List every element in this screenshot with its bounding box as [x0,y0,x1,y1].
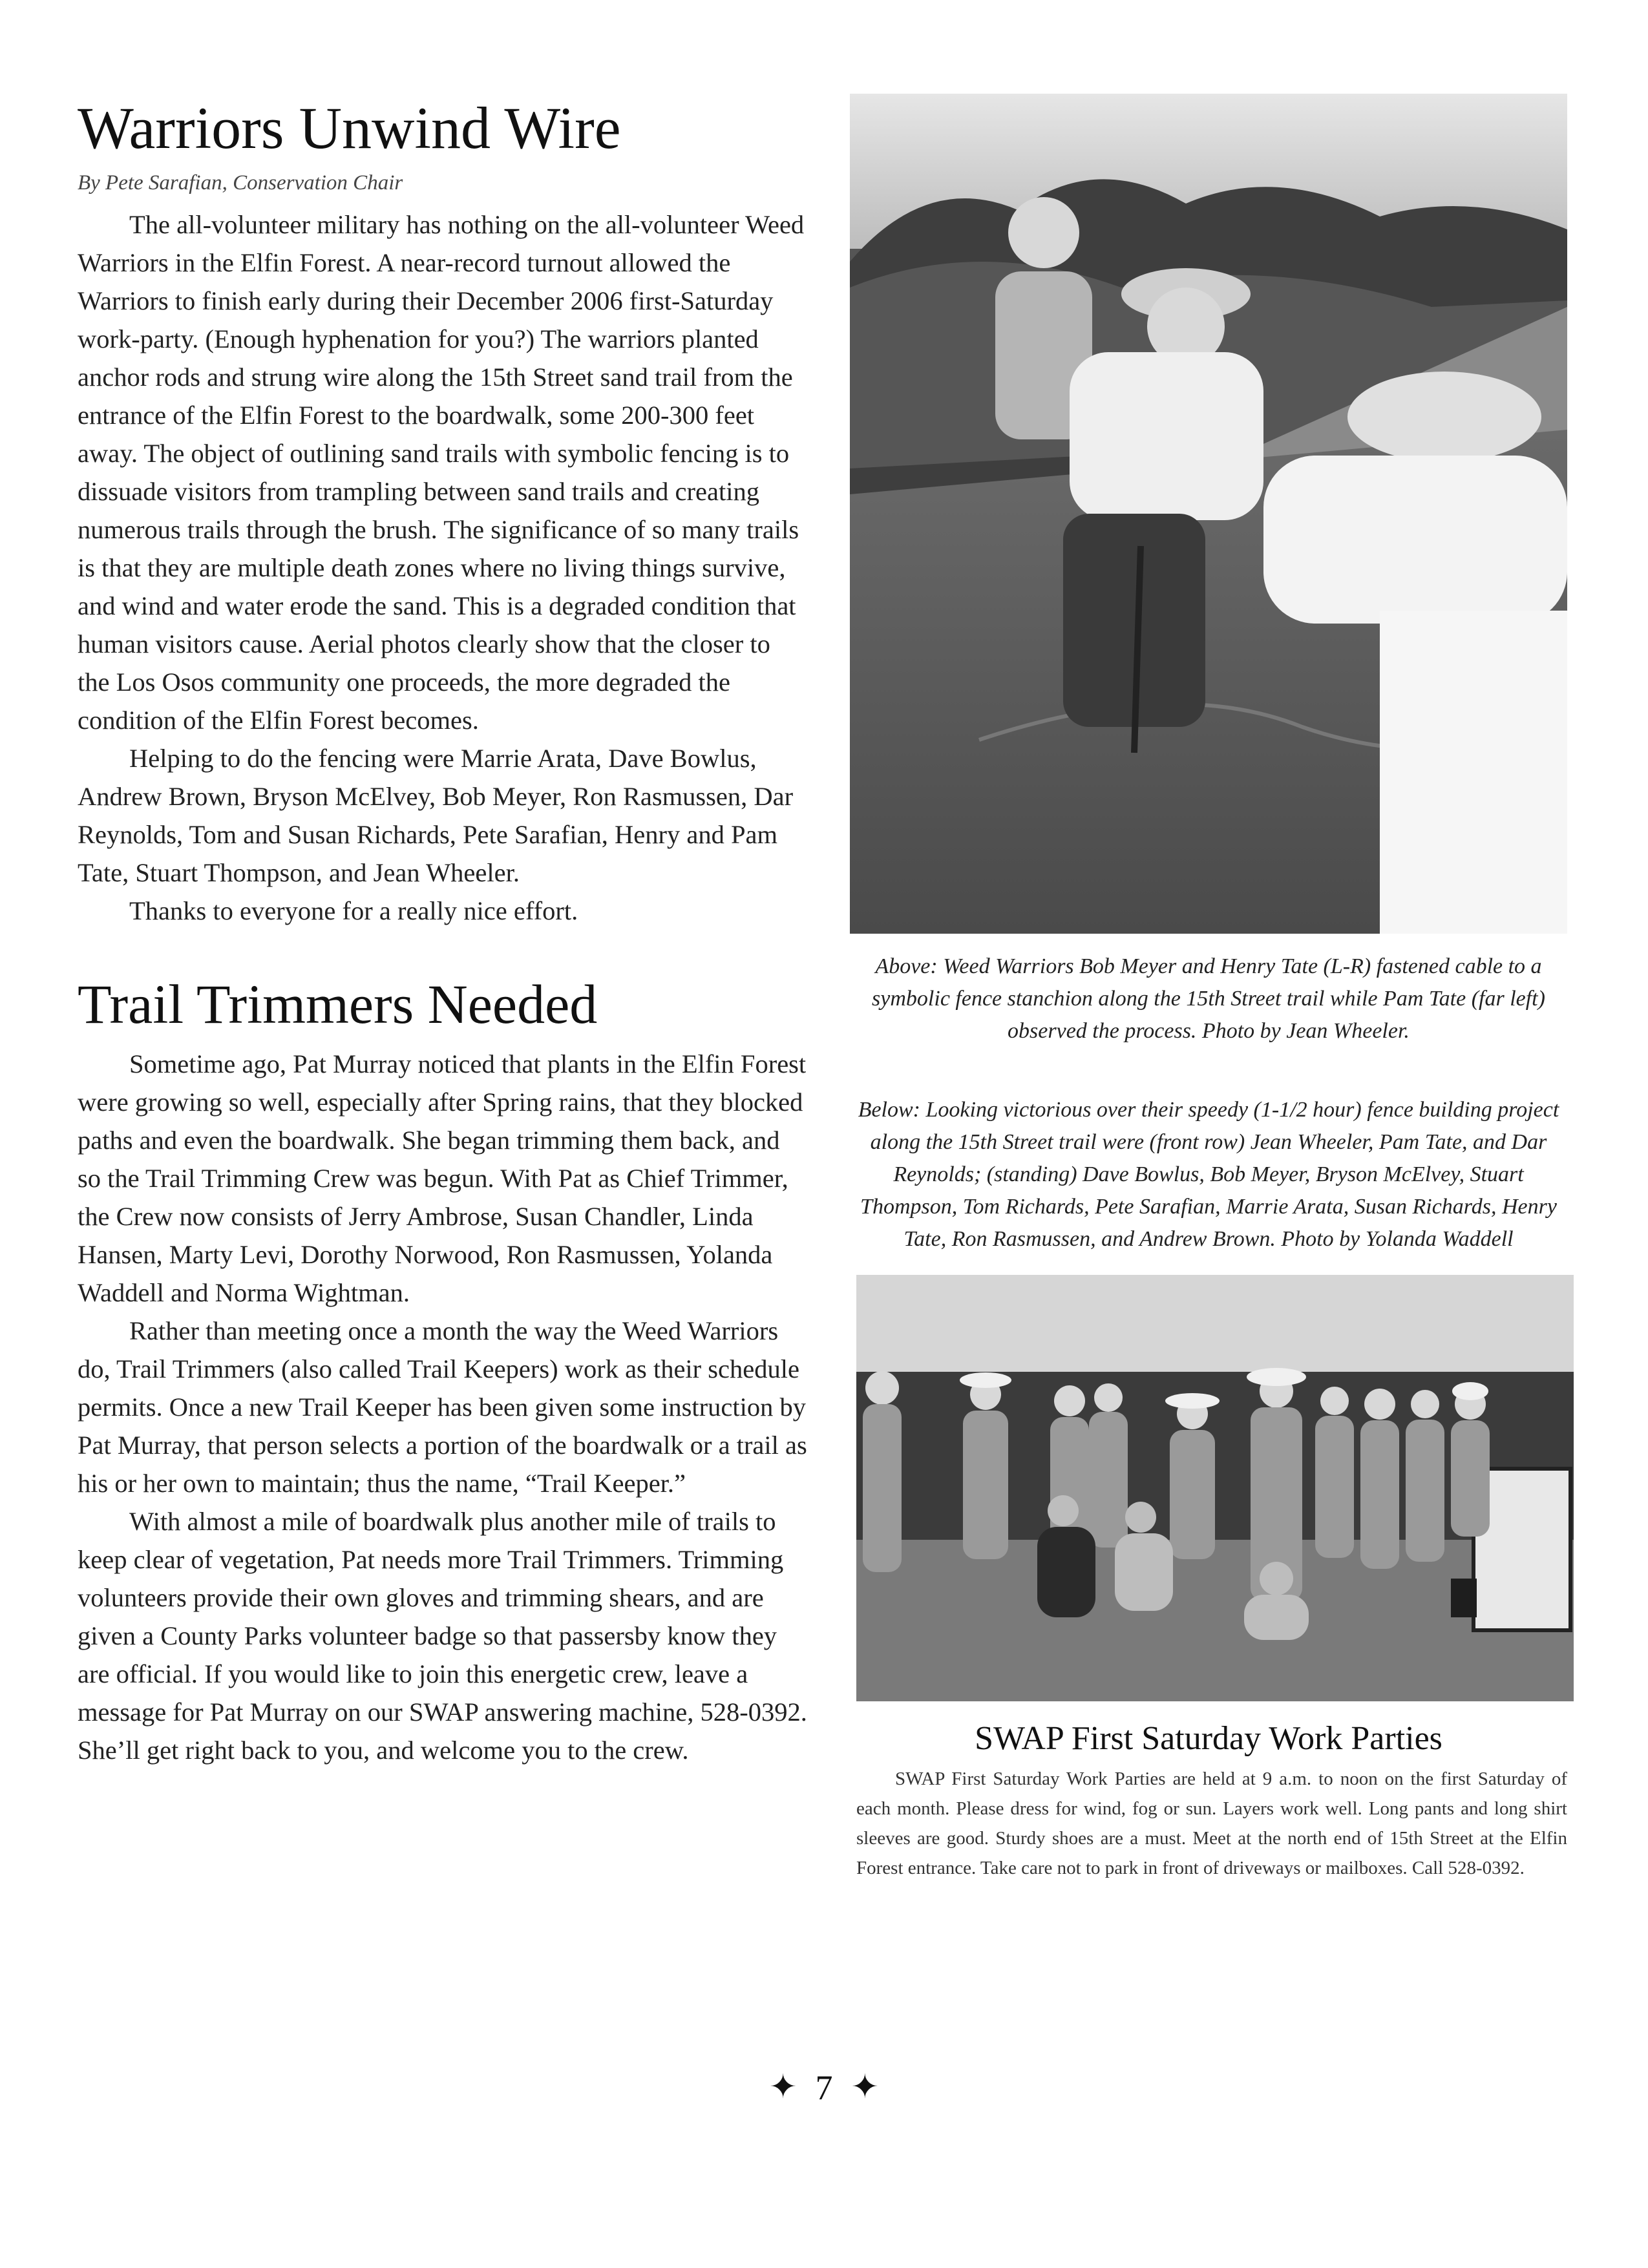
star-ornament-icon-left: ✦ [768,2069,798,2106]
article-title-warriors: Warriors Unwind Wire [78,95,621,161]
byline: By Pete Sarafian, Conservation Chair [78,171,403,194]
article2-paragraph-1: Sometime ago, Pat Murray noticed that plants in the Elfin Forest were growing so well, especially after Spring rains, that they blocked paths and even the boardwalk. She began trimming them back, and so the Trail Trimming Crew was begun. With Pat as Chief Trimmer, the Crew now consists of Jerry Ambrose, Susan Chandler, Linda Hansen, Marty Levi, Dorothy Norwood, Ron Rasmussen, Yolanda Waddell and Norma Wightman. [78,1049,807,1307]
photo-fencing-illustration [850,94,1567,934]
page-number: 7 [815,2068,833,2107]
star-ornament-icon-right: ✦ [850,2069,880,2106]
article2-paragraph-3: With almost a mile of boardwalk plus another mile of trails to keep clear of vegetation, Pat needs more Trail Trimmers. Trimming volunteers provide their own gloves and trimming shears, and are given a County Parks volunteer badge so that passersby know they are official. If you would like to join this energetic crew, leave a message for Pat Murray on our SWAP answering machine, 528-0392. She’ll get right back to you, and welcome you to the crew. [78,1506,807,1765]
article2-paragraph-2: Rather than meeting once a month the way the Weed Warriors do, Trail Trimmers (also called Trail Keepers) work as their schedule permits. Once a new Trail Keeper has been given some instruction by Pat Murray, that person selects a portion of the boardwalk or a trail as his or her own to maintain; thus the name, “Trail Keeper.” [78,1316,807,1498]
right-column [850,94,1567,1883]
left-column [78,97,808,1769]
photo2-caption: Below: Looking victorious over their speedy (1-1/2 hour) fence building project along the 15th Street trail were (front row) Jean Wheeler, Pam Tate, and Dar Reynolds; (standing) Dave Bowlus, Bob Meyer, Bryson McElvey, Stuart Thompson, Tom Richards, Pete Sarafian, Marrie Arata, Susan Richards, Henry Tate, Ron Rasmussen, and Andrew Brown. Photo by Yolanda Waddell [858,1098,1559,1251]
article1-paragraph-1: The all-volunteer military has nothing on the all-volunteer Weed Warriors in the Elfin Forest. A near-record turnout allowed the Warriors to finish early during their December 2006 first-Saturday work-party. (Enough hyphenation for you?) The warriors planted anchor rods and strung wire along the 15th Street sand trail from the entrance of the Elfin Forest to the boardwalk, some 200-300 feet away. The object of outlining sand trails with symbolic fencing is to dissuade visitors from trampling between sand trails and creating numerous trails through the brush. The significance of so many trails is that they are multiple death zones where no living things survive, and wind and water erode the sand. This is a degraded condition that human visitors cause. Aerial photos clearly show that the closer to the Los Osos community one proceeds, the more degraded the condition of the Elfin Forest becomes. [78,209,805,735]
photo1-caption: Above: Weed Warriors Bob Meyer and Henry Tate (L-R) fastened cable to a symbolic fence stanchion along the 15th Street trail while Pam Tate (far left) observed the process. Photo by Jean Wheeler. [872,954,1545,1043]
article1-paragraph-3: Thanks to everyone for a really nice effort. [129,896,578,925]
photo-weed-warriors-fencing [850,94,1567,934]
article-title-trail-trimmers: Trail Trimmers Needed [78,972,598,1035]
article1-paragraph-2: Helping to do the fencing were Marrie Arata, Dave Bowlus, Andrew Brown, Bryson McElvey, Bob Meyer, Ron Rasmussen, Dar Reynolds, Tom and Susan Richards, Pete Sarafian, Henry and Pam Tate, Stuart Thompson, and Jean Wheeler. [78,743,794,887]
photo-group-illustration [856,1275,1574,1701]
photo-group-volunteers [856,1275,1574,1701]
workparty-box-text: SWAP First Saturday Work Parties are held at 9 a.m. to noon on the first Saturday of each month. Please dress for wind, fog or sun. Layers work well. Long pants and long shirt sleeves are good. Sturdy shoes are a must. Meet at the north end of 15th Street at the Elfin Forest entrance. Take care not to park in front of driveways or mailboxes. Call 528-0392. [856,1769,1567,1878]
workparty-box-title: SWAP First Saturday Work Parties [975,1720,1442,1757]
page-footer [0,2068,1648,2108]
